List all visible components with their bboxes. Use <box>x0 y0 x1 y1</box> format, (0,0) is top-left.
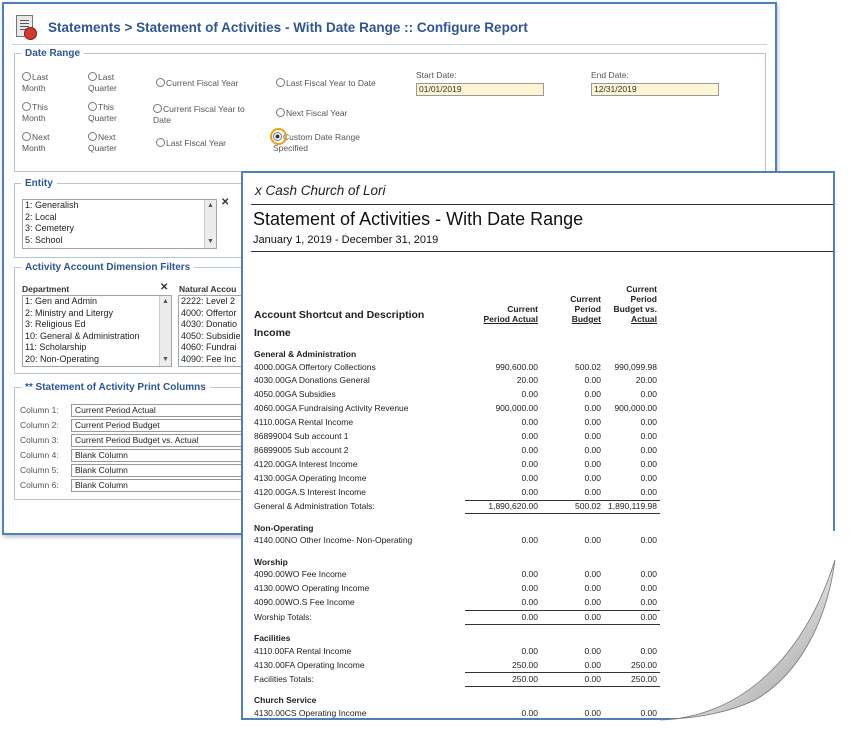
option-label: Last <box>98 72 115 82</box>
radio-button[interactable] <box>276 78 285 87</box>
section-heading: Worship <box>254 556 288 567</box>
option-label: Next <box>32 132 50 142</box>
focus-ring <box>270 128 287 145</box>
option-label-2: Month <box>22 113 46 123</box>
date-range-option[interactable] <box>22 132 49 154</box>
start-date-input[interactable]: 01/01/2019 <box>416 83 544 96</box>
total-rule <box>465 686 660 687</box>
radio-button[interactable] <box>22 132 31 141</box>
date-range-option[interactable] <box>276 108 347 119</box>
section-total-row: Worship Totals: 0.00 0.00 0.00 <box>254 611 657 622</box>
report-row: 4050.00GA Subsidies 0.00 0.00 0.00 <box>254 389 657 400</box>
report-row: 4000.00GA Offertory Collections 990,600.00 500.02 990,099.98 <box>254 361 657 372</box>
option-label-2: Date <box>153 115 171 125</box>
option-label: Last Fiscal Year to Date <box>286 78 376 88</box>
report-row: 86899004 Sub account 1 0.00 0.00 0.00 <box>254 431 657 441</box>
report-row: 4110.00GA Rental Income 0.00 0.00 0.00 <box>254 417 657 428</box>
report-row: 4130.00CS Operating Income 0.00 0.00 0.00 <box>254 707 657 718</box>
list-item[interactable]: 20: Non-Operating <box>25 353 100 364</box>
church-name: x Cash Church of Lori <box>255 183 386 198</box>
list-item[interactable]: 10: General & Administration <box>25 330 140 341</box>
report-row: 4130.00WO Operating Income 0.00 0.00 0.00 <box>254 583 657 594</box>
option-label-2: Month <box>22 83 46 93</box>
col-header-actual: Current Period Actual <box>483 304 538 324</box>
option-label-2: Specified <box>273 143 308 153</box>
radio-button[interactable] <box>88 132 97 141</box>
print-columns-legend: ** Statement of Activity Print Columns <box>25 382 206 393</box>
column-label: Column 3: <box>20 435 59 445</box>
date-range-option[interactable] <box>276 78 376 89</box>
entity-legend: Entity <box>25 178 53 189</box>
date-range-option[interactable] <box>88 102 117 124</box>
column-select[interactable]: Current Period Budget <box>71 419 251 432</box>
income-heading: Income <box>254 327 291 339</box>
divider <box>12 44 767 45</box>
column-label: Column 5: <box>20 465 59 475</box>
option-label: Next Fiscal Year <box>286 108 348 118</box>
option-label: Next <box>98 132 116 142</box>
list-item[interactable]: 4000: Offertor <box>181 307 237 318</box>
header-rule <box>251 204 835 205</box>
option-label: Last <box>32 72 49 82</box>
report-row: 4140.00NO Other Income- Non-Operating 0.00 0.00 0.00 <box>254 535 657 545</box>
total-rule <box>465 513 660 514</box>
date-range-option[interactable] <box>156 138 226 149</box>
list-item[interactable]: 1: Generalish <box>25 200 79 210</box>
column-label: Column 2: <box>20 420 59 430</box>
report-right-edge <box>833 171 835 531</box>
list-item[interactable]: 2: Local <box>25 211 57 222</box>
radio-button[interactable] <box>88 102 97 111</box>
date-range-option[interactable] <box>22 102 48 124</box>
option-label-2: Quarter <box>88 113 117 123</box>
option-label: Current Fiscal Year to <box>163 104 245 114</box>
report-row: 4030.00GA Donations General 20.00 0.00 20.00 <box>254 375 657 386</box>
col-header-budget: Current Period Budget <box>570 294 601 324</box>
section-heading: Non-Operating <box>254 522 314 533</box>
section-heading: Church Service <box>254 695 317 706</box>
option-label: This <box>32 102 49 112</box>
option-label-2: Month <box>22 143 46 153</box>
list-item[interactable]: 11: Scholarship <box>25 342 87 353</box>
report-row: 4120.00GA.S Interest Income 0.00 0.00 0.00 <box>254 486 657 497</box>
account-column-header: Account Shortcut and Description <box>254 309 425 321</box>
list-item[interactable]: 3: Religious Ed <box>25 319 86 330</box>
radio-button[interactable] <box>156 138 165 147</box>
natural-account-label: Natural Accou <box>179 284 237 294</box>
start-date-label: Start Date: <box>416 70 457 80</box>
report-row: 4120.00GA Interest Income 0.00 0.00 0.00 <box>254 458 657 469</box>
page-curl <box>660 560 851 735</box>
option-label: This <box>98 102 115 112</box>
radio-button[interactable] <box>156 78 165 87</box>
column-select[interactable]: Blank Column <box>71 449 251 462</box>
column-select[interactable]: Blank Column <box>71 464 251 477</box>
option-label-2: Quarter <box>88 143 117 153</box>
report-row: 4090.00WO.S Fee Income 0.00 0.00 0.00 <box>254 597 657 608</box>
list-item[interactable]: 2: Ministry and Litergy <box>25 307 114 318</box>
list-item[interactable]: 1: Gen and Admin <box>25 296 98 306</box>
report-title: Statement of Activities - With Date Range <box>253 209 584 229</box>
list-item[interactable]: 3: Cemetery <box>25 223 75 234</box>
clear-entity-icon[interactable]: ✕ <box>221 197 230 208</box>
end-date-input[interactable]: 12/31/2019 <box>591 83 719 96</box>
department-label: Department <box>22 284 70 294</box>
header-rule-2 <box>251 251 835 252</box>
column-label: Column 1: <box>20 405 59 415</box>
date-range-option[interactable] <box>156 78 238 89</box>
list-item[interactable]: 4060: Fundrai <box>181 342 237 353</box>
date-range-option[interactable] <box>273 132 360 154</box>
list-item[interactable]: 5: School <box>25 234 63 245</box>
date-range-group <box>14 48 766 172</box>
radio-button[interactable] <box>88 72 97 81</box>
date-range-option[interactable] <box>153 104 245 126</box>
window-header <box>14 12 528 42</box>
report-date-range: January 1, 2019 - December 31, 2019 <box>253 234 439 246</box>
scrollbar[interactable]: ▲ ▼ <box>159 296 171 366</box>
option-label-2: Quarter <box>88 83 117 93</box>
entity-listbox[interactable] <box>22 199 217 249</box>
column-select[interactable]: Current Period Actual <box>71 404 251 417</box>
list-item[interactable]: 4090: Fee Inc <box>181 353 237 364</box>
radio-button[interactable] <box>153 104 162 113</box>
report-row: 86899005 Sub account 2 0.00 0.00 0.00 <box>254 444 657 455</box>
column-label: Column 6: <box>20 480 59 490</box>
option-label: Last Fiscal Year <box>166 138 227 148</box>
scrollbar[interactable]: ▲ ▼ <box>204 200 216 248</box>
section-total-row: Facilities Totals: 250.00 0.00 250.00 <box>254 673 657 684</box>
section-heading: General & Administration <box>254 349 357 359</box>
list-item[interactable]: 4030: Donatio <box>181 319 238 330</box>
clear-department-icon[interactable]: ✕ <box>160 282 169 293</box>
total-rule <box>465 624 660 625</box>
report-row: 4090.00WO Fee Income 0.00 0.00 0.00 <box>254 569 657 580</box>
end-date-label: End Date: <box>591 70 629 80</box>
column-label: Column 4: <box>20 450 59 460</box>
dimension-filters-legend: Activity Account Dimension Filters <box>25 262 191 273</box>
report-row: 4110.00FA Rental Income 0.00 0.00 0.00 <box>254 645 657 656</box>
date-range-option[interactable] <box>88 132 117 154</box>
column-select[interactable]: Blank Column <box>71 479 251 492</box>
option-label: Custom Date Range <box>283 132 361 142</box>
section-heading: Facilities <box>254 633 291 644</box>
radio-button[interactable] <box>276 108 285 117</box>
date-range-option[interactable] <box>88 72 117 94</box>
option-label: Current Fiscal Year <box>166 78 239 88</box>
radio-button[interactable] <box>22 72 31 81</box>
date-range-option[interactable] <box>22 72 48 94</box>
date-range-legend: Date Range <box>25 48 81 59</box>
list-item[interactable]: 4050: Subsidie <box>181 330 241 341</box>
column-select[interactable]: Current Period Budget vs. Actual <box>71 434 251 447</box>
radio-button[interactable] <box>22 102 31 111</box>
department-listbox[interactable] <box>22 295 172 367</box>
list-item[interactable]: 2222: Level 2 <box>181 296 236 306</box>
page-title: Statements > Statement of Activities - With Date Range :: Configure Report <box>48 19 528 35</box>
report-row: 4060.00GA Fundraising Activity Revenue 900,000.00 0.00 900,000.00 <box>254 403 657 414</box>
col-header-variance: Current Period Budget vs. Actual <box>613 284 657 324</box>
report-row: 4130.00GA Operating Income 0.00 0.00 0.00 <box>254 472 657 483</box>
report-row: 4130.00FA Operating Income 250.00 0.00 250.00 <box>254 659 657 670</box>
report-icon <box>14 15 36 39</box>
section-total-row: General & Administration Totals: 1,890,620.00 500.02 1,890,119.98 <box>254 501 657 511</box>
